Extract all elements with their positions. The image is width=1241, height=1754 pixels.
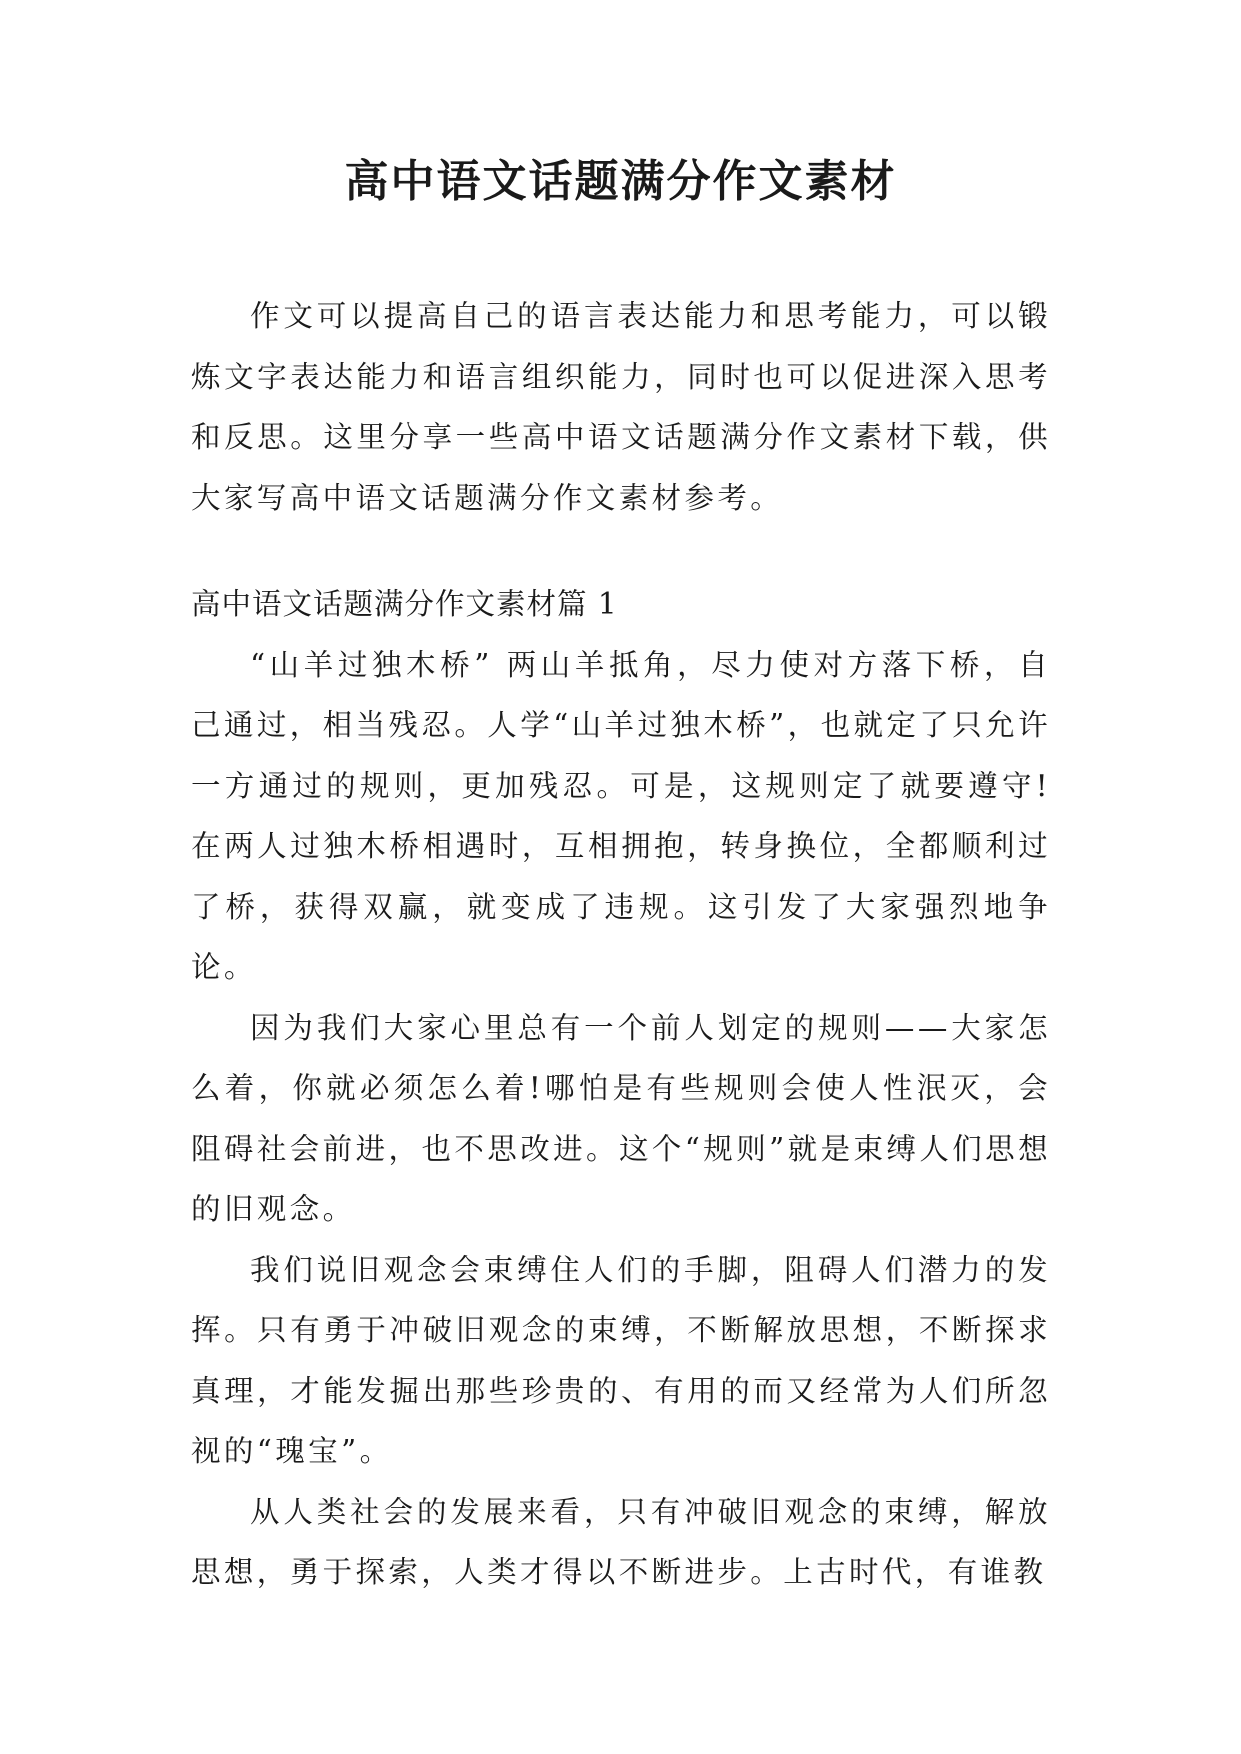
body-paragraph: 因为我们大家心里总有一个前人划定的规则——大家怎么着，你就必须怎么着!哪怕是有些规则会使人性泯灭，会阻碍社会前进，也不思改进。这个“规则”就是束缚人们思想的旧观念。 bbox=[191, 1010, 1051, 1226]
body-paragraph: 从人类社会的发展来看，只有冲破旧观念的束缚，解放思想，勇于探索，人类才得以不断进步。上古时代，有谁教 bbox=[191, 1494, 1051, 1589]
document-title: 高中语文话题满分作文素材 bbox=[344, 156, 897, 207]
essay-section bbox=[191, 574, 1051, 1603]
section-heading: 高中语文话题满分作文素材篇 1 bbox=[191, 587, 618, 621]
body-paragraph: “山羊过独木桥” 两山羊抵角，尽力使对方落下桥，自己通过，相当残忍。人学“山羊过独木桥”，也就定了只允许一方通过的规则，更加残忍。可是，这规则定了就要遵守!在两人过独木桥相遇时，互相拥抱，转身换位，全都顺利过了桥，获得双赢，就变成了违规。这引发了大家强烈地争论。 bbox=[191, 647, 1051, 984]
intro-section bbox=[191, 286, 1051, 528]
intro-paragraph: 作文可以提高自己的语言表达能力和思考能力，可以锻炼文字表达能力和语言组织能力，同时也可以促进深入思考和反思。这里分享一些高中语文话题满分作文素材下载，供大家写高中语文话题满分作文素材参考。 bbox=[191, 299, 1051, 515]
body-paragraph: 我们说旧观念会束缚住人们的手脚，阻碍人们潜力的发挥。只有勇于冲破旧观念的束缚，不断解放思想，不断探求真理，才能发掘出那些珍贵的、有用的而又经常为人们所忽视的“瑰宝”。 bbox=[191, 1252, 1051, 1468]
